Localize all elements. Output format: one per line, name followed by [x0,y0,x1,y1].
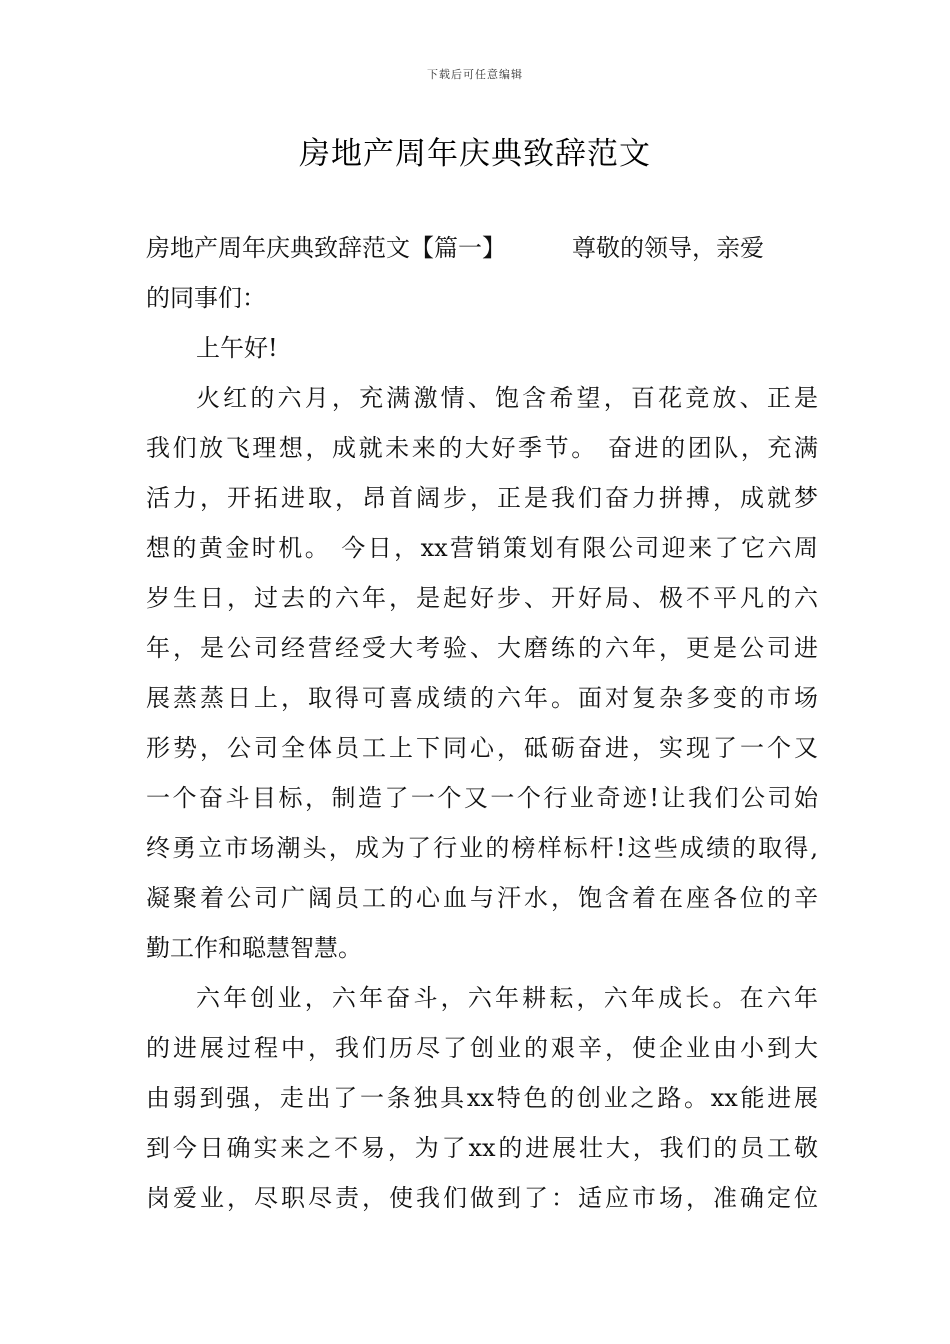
paragraph-line: 勤工作和聪慧智慧。 [146,934,362,962]
paragraph-line: 到今日确实来之不易，为了xx的进展壮大，我们的员工敬 [146,1134,818,1162]
paragraph-line: 的进展过程中，我们历尽了创业的艰辛，使企业由小到大 [146,1034,818,1062]
header-note: 下载后可任意编辑 [427,68,523,81]
section-label: 房地产周年庆典致辞范文【篇一】 [146,234,506,262]
paragraph-line: 形势，公司全体员工上下同心，砥砺奋进，实现了一个又 [146,734,818,762]
paragraph-line: 由弱到强，走出了一条独具xx特色的创业之路。xx能进展 [146,1084,818,1112]
intro-line [146,223,818,273]
paragraph-line: 展蒸蒸日上，取得可喜成绩的六年。面对复杂多变的市场 [146,684,818,712]
paragraph-line: 终勇立市场潮头，成为了行业的榜样标杆!这些成绩的取得, [146,834,818,862]
paragraph-line: 六年创业，六年奋斗，六年耕耘，六年成长。在六年 [196,984,818,1012]
greeting: 上午好! [196,334,278,362]
paragraph-line: 我们放飞理想，成就未来的大好季节。 奋进的团队，充满 [146,434,818,462]
paragraph-2 [146,973,818,1223]
paragraph-line: 想的黄金时机。 今日，xx营销策划有限公司迎来了它六周 [146,534,818,562]
document-body [146,223,818,1223]
document-title: 房地产周年庆典致辞范文 [299,136,651,172]
salutation-start: 尊敬的领导，亲爱 [572,234,764,262]
paragraph-line: 凝聚着公司广阔员工的心血与汗水，饱含着在座各位的辛 [146,884,818,912]
paragraph-1 [146,373,818,973]
salutation-end-line: 的同事们： [146,284,266,312]
paragraph-line: 岗爱业，尽职尽责，使我们做到了：适应市场，准确定位 [146,1184,818,1212]
paragraph-line: 岁生日，过去的六年，是起好步、开好局、极不平凡的六 [146,584,818,612]
paragraph-line: 年，是公司经营经受大考验、大磨练的六年，更是公司进 [146,634,818,662]
paragraph-line: 活力，开拓进取，昂首阔步，正是我们奋力拼搏，成就梦 [146,484,818,512]
paragraph-line: 火红的六月，充满激情、饱含希望，百花竞放、正是 [196,384,818,412]
paragraph-line: 一个奋斗目标，制造了一个又一个行业奇迹!让我们公司始 [146,784,818,812]
